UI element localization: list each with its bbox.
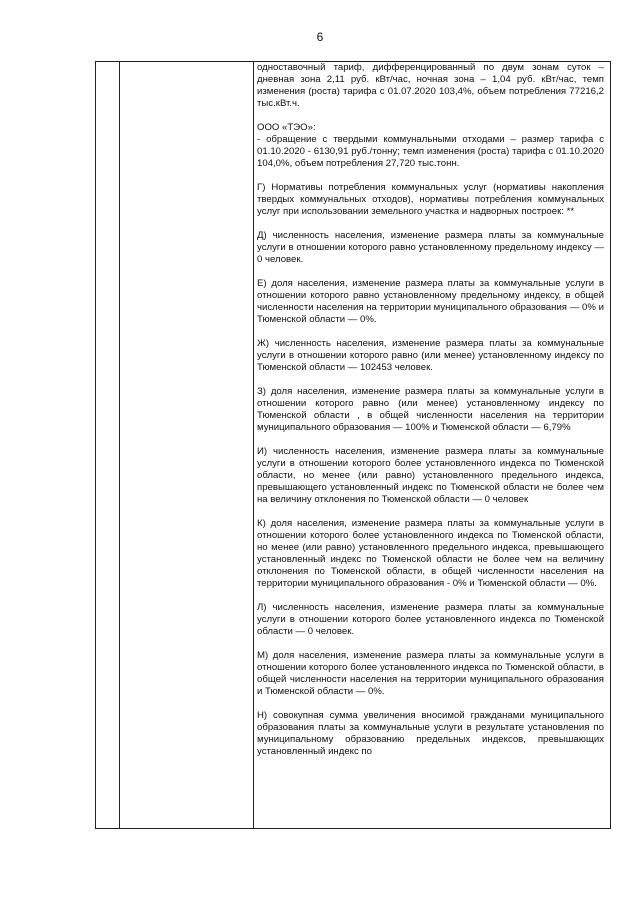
paragraph-l: Л) численность населения, изменение размера платы за коммунальные услуги в отношении которого более установленного индекса по Тюменской области — 0 человек. (257, 602, 604, 637)
paragraph-org-name: ООО «ТЭО»: (257, 122, 316, 133)
paragraph-g: Г) Нормативы потребления коммунальных услуг (нормативы накопления твердых коммунальных отходов), нормативы потребления коммунальных услуг при использовании земельного участка и надворных построек: ** (257, 182, 604, 217)
paragraph-m: М) доля населения, изменение размера платы за коммунальные услуги в отношении которого более установленного индекса по Тюменской области, в общей численности населения на территории муниципального образования и Тюменской области — 0%. (257, 650, 604, 697)
paragraph-i: И) численность населения, изменение размера платы за коммунальные услуги в отношении которого более установленного индекса по Тюменской области, но менее (или равно) установленного предельного индекса, превышающего установленный индекс по Тюменской области не более чем на величину отклонения по Тюменской области — 0 человек (257, 446, 604, 505)
document-table (95, 61, 611, 829)
paragraph-k: К) доля населения, изменение размера платы за коммунальные услуги в отношении которого более установленного индекса по Тюменской области, но менее (или равно) установленного предельного индекса, превышающего установленный индекс по Тюменской области не более чем на величину отклонения по Тюменской области, в общей численности населения на территории муниципального образования - 0% и Тюменской области — 0%. (257, 518, 604, 589)
page-number: 6 (316, 30, 324, 44)
paragraph-d: Д) численность населения, изменение размера платы за коммунальные услуги в отношении которого равно установленному предельному индексу — 0 человек. (257, 230, 604, 265)
paragraph-n: Н) совокупная сумма увеличения вносимой гражданами муниципального образования платы за коммунальные услуги в результате установления по муниципальному образованию предельных индексов, превышающих установленный индекс по (257, 710, 604, 757)
paragraph-zh: Ж) численность населения, изменение размера платы за коммунальные услуги в отношении которого равно (или менее) установленному индексу по Тюменской области — 102453 человек. (257, 338, 604, 373)
table-cell-content (257, 62, 604, 758)
paragraph-tariff-continuation: одноставочный тариф, дифференцированный по двум зонам суток – дневная зона 2,11 руб. кВт/час, ночная зона – 1,04 руб. кВт/час, темп изменения (роста) тарифа с 01.07.2020 103,4%, объем потребления 77216,2 тыс.кВт.ч. (257, 62, 604, 109)
column-divider (253, 62, 254, 828)
paragraph-z: З) доля населения, изменение размера платы за коммунальные услуги в отношении которого равно (или менее) установленному индексу по Тюменской области , в общей численности населения на территории муниципального образования — 100% и Тюменской области — 6,79% (257, 386, 604, 433)
paragraph-e: Е) доля населения, изменение размера платы за коммунальные услуги в отношении которого равно установленному предельному индексу, в общей численности населения на территории муниципального образования — 0% и Тюменской области — 0%. (257, 278, 604, 325)
column-divider (119, 62, 120, 828)
paragraph-waste-tariff: - обращение с твердыми коммунальными отходами – размер тарифа с 01.10.2020 - 6130,91 руб./тонну; темп изменения (роста) тарифа с 01.10.2020 104,0%, объем потребления 27,720 тыс.тонн. (257, 134, 604, 169)
